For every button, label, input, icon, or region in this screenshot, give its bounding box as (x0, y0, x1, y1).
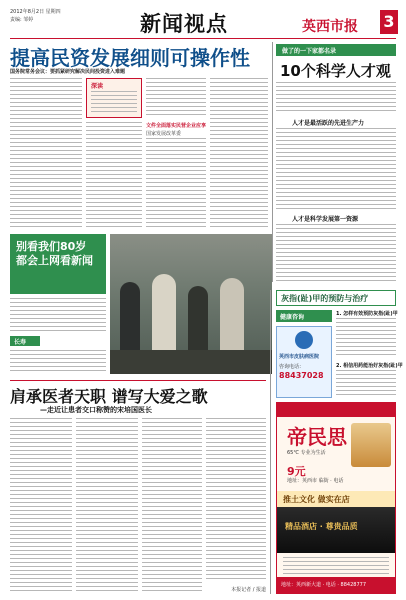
feature-col1 (10, 418, 72, 594)
editor-line: 责编: 邹婷 (10, 17, 34, 23)
ad-address-line: 地址：英西市 临街 · 电话 (287, 478, 344, 484)
lead-graphic-box (86, 78, 142, 118)
talents-sub1: 人才是最活跃的先进生产力 (292, 120, 365, 127)
ad-store-sub: 精品酒店 · 尊贵品质 (285, 522, 358, 531)
talents-intro (276, 82, 396, 114)
clinic-ad (276, 326, 332, 398)
health-item1: 1. 怎样有效预防灰指(趾)甲 (336, 311, 398, 317)
ad-price-label: 9元 (287, 465, 306, 478)
clinic-logo-icon (295, 331, 313, 349)
health-item2: 2. 相信用药能治好灰指(趾)甲 (336, 363, 403, 369)
promo-tag (10, 336, 40, 346)
ad-top-band (277, 403, 395, 417)
talents-body2 (276, 224, 396, 282)
ad-brand: 帝民思 (287, 425, 347, 449)
page-number: 3 (383, 12, 395, 31)
feature-col3 (142, 418, 202, 594)
column-divider (272, 42, 273, 282)
ad-store-image (277, 507, 395, 553)
promo-green-box (10, 234, 106, 294)
clinic-phone: 88437028 (279, 371, 324, 380)
lead-body-col3 (146, 78, 206, 118)
ad-sub: 65℃ 专业为生活 (287, 450, 326, 456)
talents-headline: 10个科学人才观 (280, 62, 391, 80)
feature-col2 (76, 418, 138, 594)
health-band (276, 290, 396, 306)
ad-footer (277, 577, 395, 593)
promo-big-text: 别看我们80岁 都会上网看新闻 (16, 240, 93, 267)
date-line: 2012年8月2日 星期四 (10, 9, 61, 15)
ad-product-image (351, 423, 391, 467)
lead-body-col2 (86, 122, 142, 230)
feature-divider (270, 290, 271, 594)
lead-side-caption: 文件全面落实民营企业应享 (146, 123, 207, 129)
health-band-label: 灰指(趾)甲的预防与治疗 (281, 294, 369, 303)
promo-body2 (10, 350, 106, 374)
talents-band (276, 44, 396, 56)
feature-col4 (206, 418, 266, 582)
feature-rule (10, 380, 266, 381)
photo-person-1 (120, 282, 140, 352)
talents-body1 (276, 128, 396, 210)
promo-tag-label: 长寿 (14, 339, 27, 346)
lead-body-col4 (210, 78, 268, 230)
clinic-name: 英西市皮肤病医院 (279, 354, 320, 360)
feature-byline: 本报记者 / 报道 (231, 587, 266, 593)
lead-box-caption: 深读 (91, 83, 104, 90)
ad-store-band-label: 推土文化 做实在店 (283, 495, 350, 504)
main-ad (276, 402, 396, 594)
lead-box-lines (91, 91, 137, 115)
health-item1-body (336, 318, 396, 358)
lead-side-caption-small: 国家发展改革委 (146, 131, 182, 137)
health-sub-label: 健康咨询 (280, 314, 305, 321)
photo-person-2 (152, 274, 176, 354)
ad-body (283, 557, 389, 575)
talents-band-label: 做了的一下家都名录 (282, 48, 337, 55)
lead-body-col1 (10, 78, 82, 230)
lead-headline: 提高民资发展细则可操作性 (10, 46, 250, 70)
promo-body (10, 298, 106, 332)
feature-headline: 肩承医者天职 谱写大爱之歌 (10, 387, 208, 406)
page-number-badge (380, 10, 398, 34)
page-section-title: 新闻视点 (140, 11, 228, 36)
photo-table (110, 350, 272, 374)
ad-store-band (277, 491, 395, 507)
lead-subhead: 国务院常务会议：要抓紧研究解决民间投资进入难题 (10, 69, 126, 75)
header-rule (10, 38, 396, 39)
clinic-phone-label: 咨询电话： (279, 364, 305, 370)
news-photo (110, 234, 272, 374)
ad-footer-prefix: 地址： (281, 582, 297, 588)
feature-subhead: —走近让患者交口称赞的宋培国医长 (40, 406, 152, 414)
lead-body-col3b (146, 138, 206, 230)
ad-footer-address (281, 581, 366, 588)
health-sub-badge (276, 310, 332, 322)
photo-person-3 (188, 286, 208, 352)
ad-footer-text: 英西新大道 · 电话 · 88428777 (296, 582, 367, 588)
photo-person-4 (220, 278, 244, 352)
talents-sub2: 人才是科学发展第一资源 (292, 216, 359, 223)
newspaper-logo: 英西市报 (302, 19, 358, 35)
masthead (10, 6, 396, 38)
health-item2-body (336, 370, 396, 396)
